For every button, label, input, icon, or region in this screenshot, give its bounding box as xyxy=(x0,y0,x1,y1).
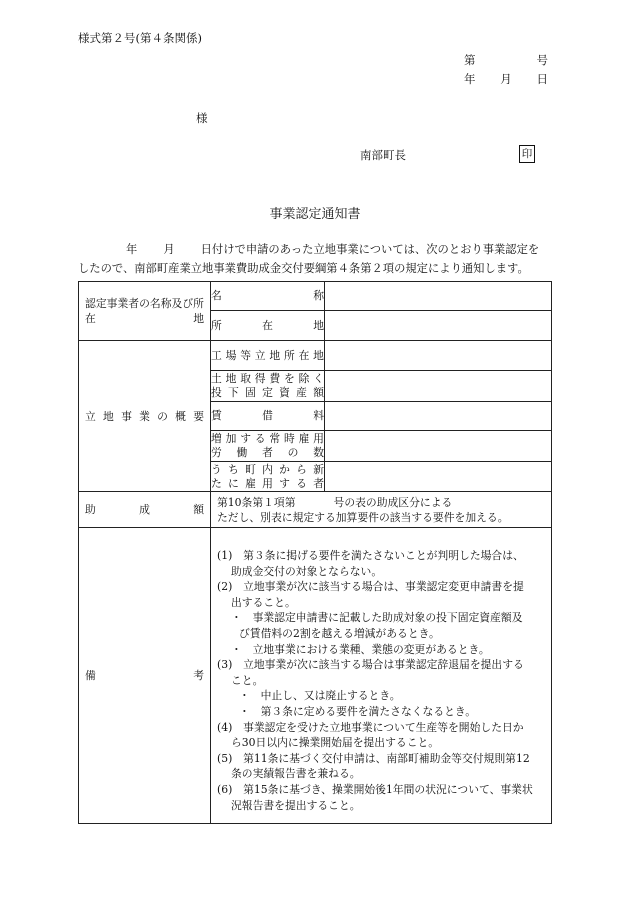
remark-5-cont: 条の実績報告書を兼ねる。 xyxy=(231,767,361,781)
label-char: 概 xyxy=(175,409,186,423)
remark-3: (3) 立地事業が次に該当する場合は事業認定辞退届を提出する xyxy=(217,658,524,672)
label-char: 者 xyxy=(128,297,140,310)
label-char: 借 xyxy=(262,409,273,422)
label-char: の xyxy=(139,297,150,310)
date-month: 月 xyxy=(500,72,512,86)
label-char: 雇 xyxy=(245,476,256,490)
project-overview-label xyxy=(79,341,211,492)
label-char: う xyxy=(211,462,222,476)
remark-2-bullet-1-cont: び賃借料の2割を越える増減があるとき。 xyxy=(239,626,440,640)
label-char: 等 xyxy=(240,348,251,362)
addressee-suffix: 様 xyxy=(196,111,208,125)
label-char: の xyxy=(157,409,168,423)
label-char: た xyxy=(211,476,222,490)
intro-month: 月 xyxy=(163,243,175,256)
remark-2: (2) 立地事業が次に該当する場合は、事業認定変更申請書を提 xyxy=(217,580,524,594)
label-char: 料 xyxy=(313,409,324,422)
label-char: に xyxy=(228,476,239,490)
remark-1-cont: 助成金交付の対象とならない。 xyxy=(231,564,383,578)
label-char: 所 xyxy=(211,318,222,332)
local-hires-label xyxy=(211,462,325,492)
label-char: 称 xyxy=(160,297,172,310)
document-number xyxy=(464,52,548,68)
label-char: 用 xyxy=(262,476,273,490)
label-char: 成 xyxy=(139,503,150,516)
label-char: 定 xyxy=(95,297,107,310)
label-char: 認 xyxy=(85,297,96,310)
grant-line-2: ただし、別表に規定する加算要件の該当する要件を加える。 xyxy=(217,510,509,524)
label-char: 在 xyxy=(298,348,310,362)
label-char: 定 xyxy=(262,386,273,399)
label-char: 下 xyxy=(228,386,239,399)
date-year: 年 xyxy=(464,72,476,86)
operator-label-line-1 xyxy=(85,296,204,311)
fixed-assets-value[interactable] xyxy=(325,371,552,402)
label-char: か xyxy=(279,462,290,476)
label-char: 数 xyxy=(313,446,324,459)
label-char: 所 xyxy=(283,348,295,362)
label-char: ら xyxy=(296,462,307,476)
issuer-name: 南部町長 xyxy=(360,148,406,162)
form-number: 様式第２号(第４条関係) xyxy=(78,31,202,45)
label-char: 在 xyxy=(262,318,273,332)
label-char: 除 xyxy=(298,372,310,385)
intro-line-1 xyxy=(78,240,552,259)
name-label xyxy=(211,282,325,311)
label-char: 用 xyxy=(313,432,324,445)
certification-table xyxy=(78,281,552,824)
label-char: る xyxy=(296,476,307,490)
grant-line-1: 第10条第１項第 号の表の助成区分による xyxy=(217,495,453,509)
label-char: 立 xyxy=(85,409,96,423)
remark-3-cont: こと。 xyxy=(231,673,264,687)
label-char: 費 xyxy=(269,372,281,385)
label-char: 固 xyxy=(245,386,256,399)
remark-6-cont: 況報告書を提出すること。 xyxy=(231,798,361,812)
rent-value[interactable] xyxy=(325,402,552,431)
label-char: を xyxy=(283,372,295,385)
remarks-label xyxy=(79,528,211,824)
operator-address-value[interactable] xyxy=(325,311,552,341)
label-char: 土 xyxy=(211,372,222,385)
label-char: 地 xyxy=(313,318,324,332)
label-char: 考 xyxy=(193,669,204,682)
label-char: 増 xyxy=(211,432,222,445)
label-char: 地 xyxy=(313,348,324,362)
issue-date xyxy=(464,71,548,87)
label-char: る xyxy=(254,432,266,445)
label-char: 労 xyxy=(211,446,222,459)
number-prefix: 第 xyxy=(464,53,476,67)
label-char: 立 xyxy=(254,348,266,362)
label-char: 常 xyxy=(269,432,281,445)
label-char: 助 xyxy=(85,503,96,516)
label-char: ち xyxy=(228,462,239,476)
operator-name-address-label xyxy=(79,282,211,341)
intro-line-1-rest: 日付けで申請のあった立地事業については、次のとおり事業認定を xyxy=(200,243,540,256)
address-label xyxy=(211,311,325,341)
label-char: 所 xyxy=(193,297,204,310)
operator-label-end: 地 xyxy=(193,312,204,325)
label-char: 時 xyxy=(283,432,295,445)
date-day: 日 xyxy=(536,72,548,86)
label-char: 地 xyxy=(225,372,237,385)
remark-2-bullet-2: ・ 立地事業における業種、業態の変更があるとき。 xyxy=(231,642,490,656)
local-hires-value[interactable] xyxy=(325,462,552,492)
grant-amount-label xyxy=(79,492,211,528)
remark-6: (6) 第15条に基づき、操業開始後1年間の状況について、事業状 xyxy=(217,782,533,796)
new-employees-label xyxy=(211,431,325,462)
factory-location-value[interactable] xyxy=(325,341,552,371)
remark-2-bullet-1: ・ 事業認定申請書に記載した助成対象の投下固定資産額及 xyxy=(231,611,523,625)
label-char: 者 xyxy=(262,446,273,459)
label-char: 場 xyxy=(225,348,237,362)
label-char: の xyxy=(287,446,299,459)
remark-4: (4) 事業認定を受けた立地事業について生産等を開始した日か xyxy=(217,720,524,734)
new-employees-value[interactable] xyxy=(325,431,552,462)
label-char: 事 xyxy=(121,409,132,423)
label-char: 業 xyxy=(139,409,150,423)
remark-1: (1) 第３条に掲げる要件を満たさないことが判明した場合は、 xyxy=(217,549,524,562)
label-char: 新 xyxy=(313,462,324,476)
label-char: 及 xyxy=(171,297,183,310)
label-char: 地 xyxy=(269,348,281,362)
operator-label-line-2 xyxy=(85,311,204,326)
remark-4-cont: ら30日以内に操業開始届を提出すること。 xyxy=(231,736,440,750)
label-char: 投 xyxy=(211,386,222,399)
remark-5: (5) 第11条に基づく交付申請は、南部町補助金等交付規則第12 xyxy=(217,751,530,765)
intro-year: 年 xyxy=(126,243,138,256)
rent-label xyxy=(211,402,325,431)
label-char: 者 xyxy=(313,476,324,490)
remark-3-bullet-2: ・ 第３条に定める要件を満たさなくなるとき。 xyxy=(239,704,477,718)
operator-name-value[interactable] xyxy=(325,282,552,311)
label-char: 内 xyxy=(262,462,273,476)
intro-line-2: したので、南部町産業立地事業費助成金交付要綱第４条第２項の規定により通知します。 xyxy=(78,262,529,275)
label-char: 地 xyxy=(103,409,114,423)
label-char: 産 xyxy=(296,386,307,399)
fixed-assets-label xyxy=(211,371,325,402)
label-char: 働 xyxy=(236,446,248,459)
remark-2-cont: 出すること。 xyxy=(231,595,296,609)
label-char: 取 xyxy=(240,372,251,385)
label-char: 賃 xyxy=(211,409,222,422)
label-char: 町 xyxy=(245,462,256,476)
operator-label-start: 在 xyxy=(85,312,96,325)
label-char: 称 xyxy=(313,289,324,302)
document-title: 事業認定通知書 xyxy=(269,207,361,222)
label-char: す xyxy=(279,476,290,490)
seal-box: 印 xyxy=(519,145,535,163)
label-char: 加 xyxy=(225,432,237,445)
remarks-content xyxy=(211,528,552,824)
intro-paragraph xyxy=(78,240,552,278)
label-char: 要 xyxy=(193,409,204,423)
label-char: 事 xyxy=(106,297,118,310)
label-char: 額 xyxy=(313,386,324,399)
label-char: び xyxy=(182,297,194,310)
label-char: 工 xyxy=(211,348,222,362)
label-char: 雇 xyxy=(298,432,310,445)
label-char: 額 xyxy=(193,503,204,516)
label-char: 資 xyxy=(279,386,290,399)
label-char: 業 xyxy=(117,297,129,310)
label-char: 得 xyxy=(254,372,266,385)
label-char: 備 xyxy=(85,669,96,682)
label-char: く xyxy=(313,372,324,385)
number-suffix: 号 xyxy=(536,53,548,67)
grant-amount-value xyxy=(211,492,552,528)
label-char: 名 xyxy=(149,297,161,310)
label-char: す xyxy=(240,432,251,445)
label-char: 名 xyxy=(211,289,222,302)
remark-3-bullet-1: ・ 中止し、又は廃止するとき。 xyxy=(239,689,401,703)
factory-location-label xyxy=(211,341,325,371)
